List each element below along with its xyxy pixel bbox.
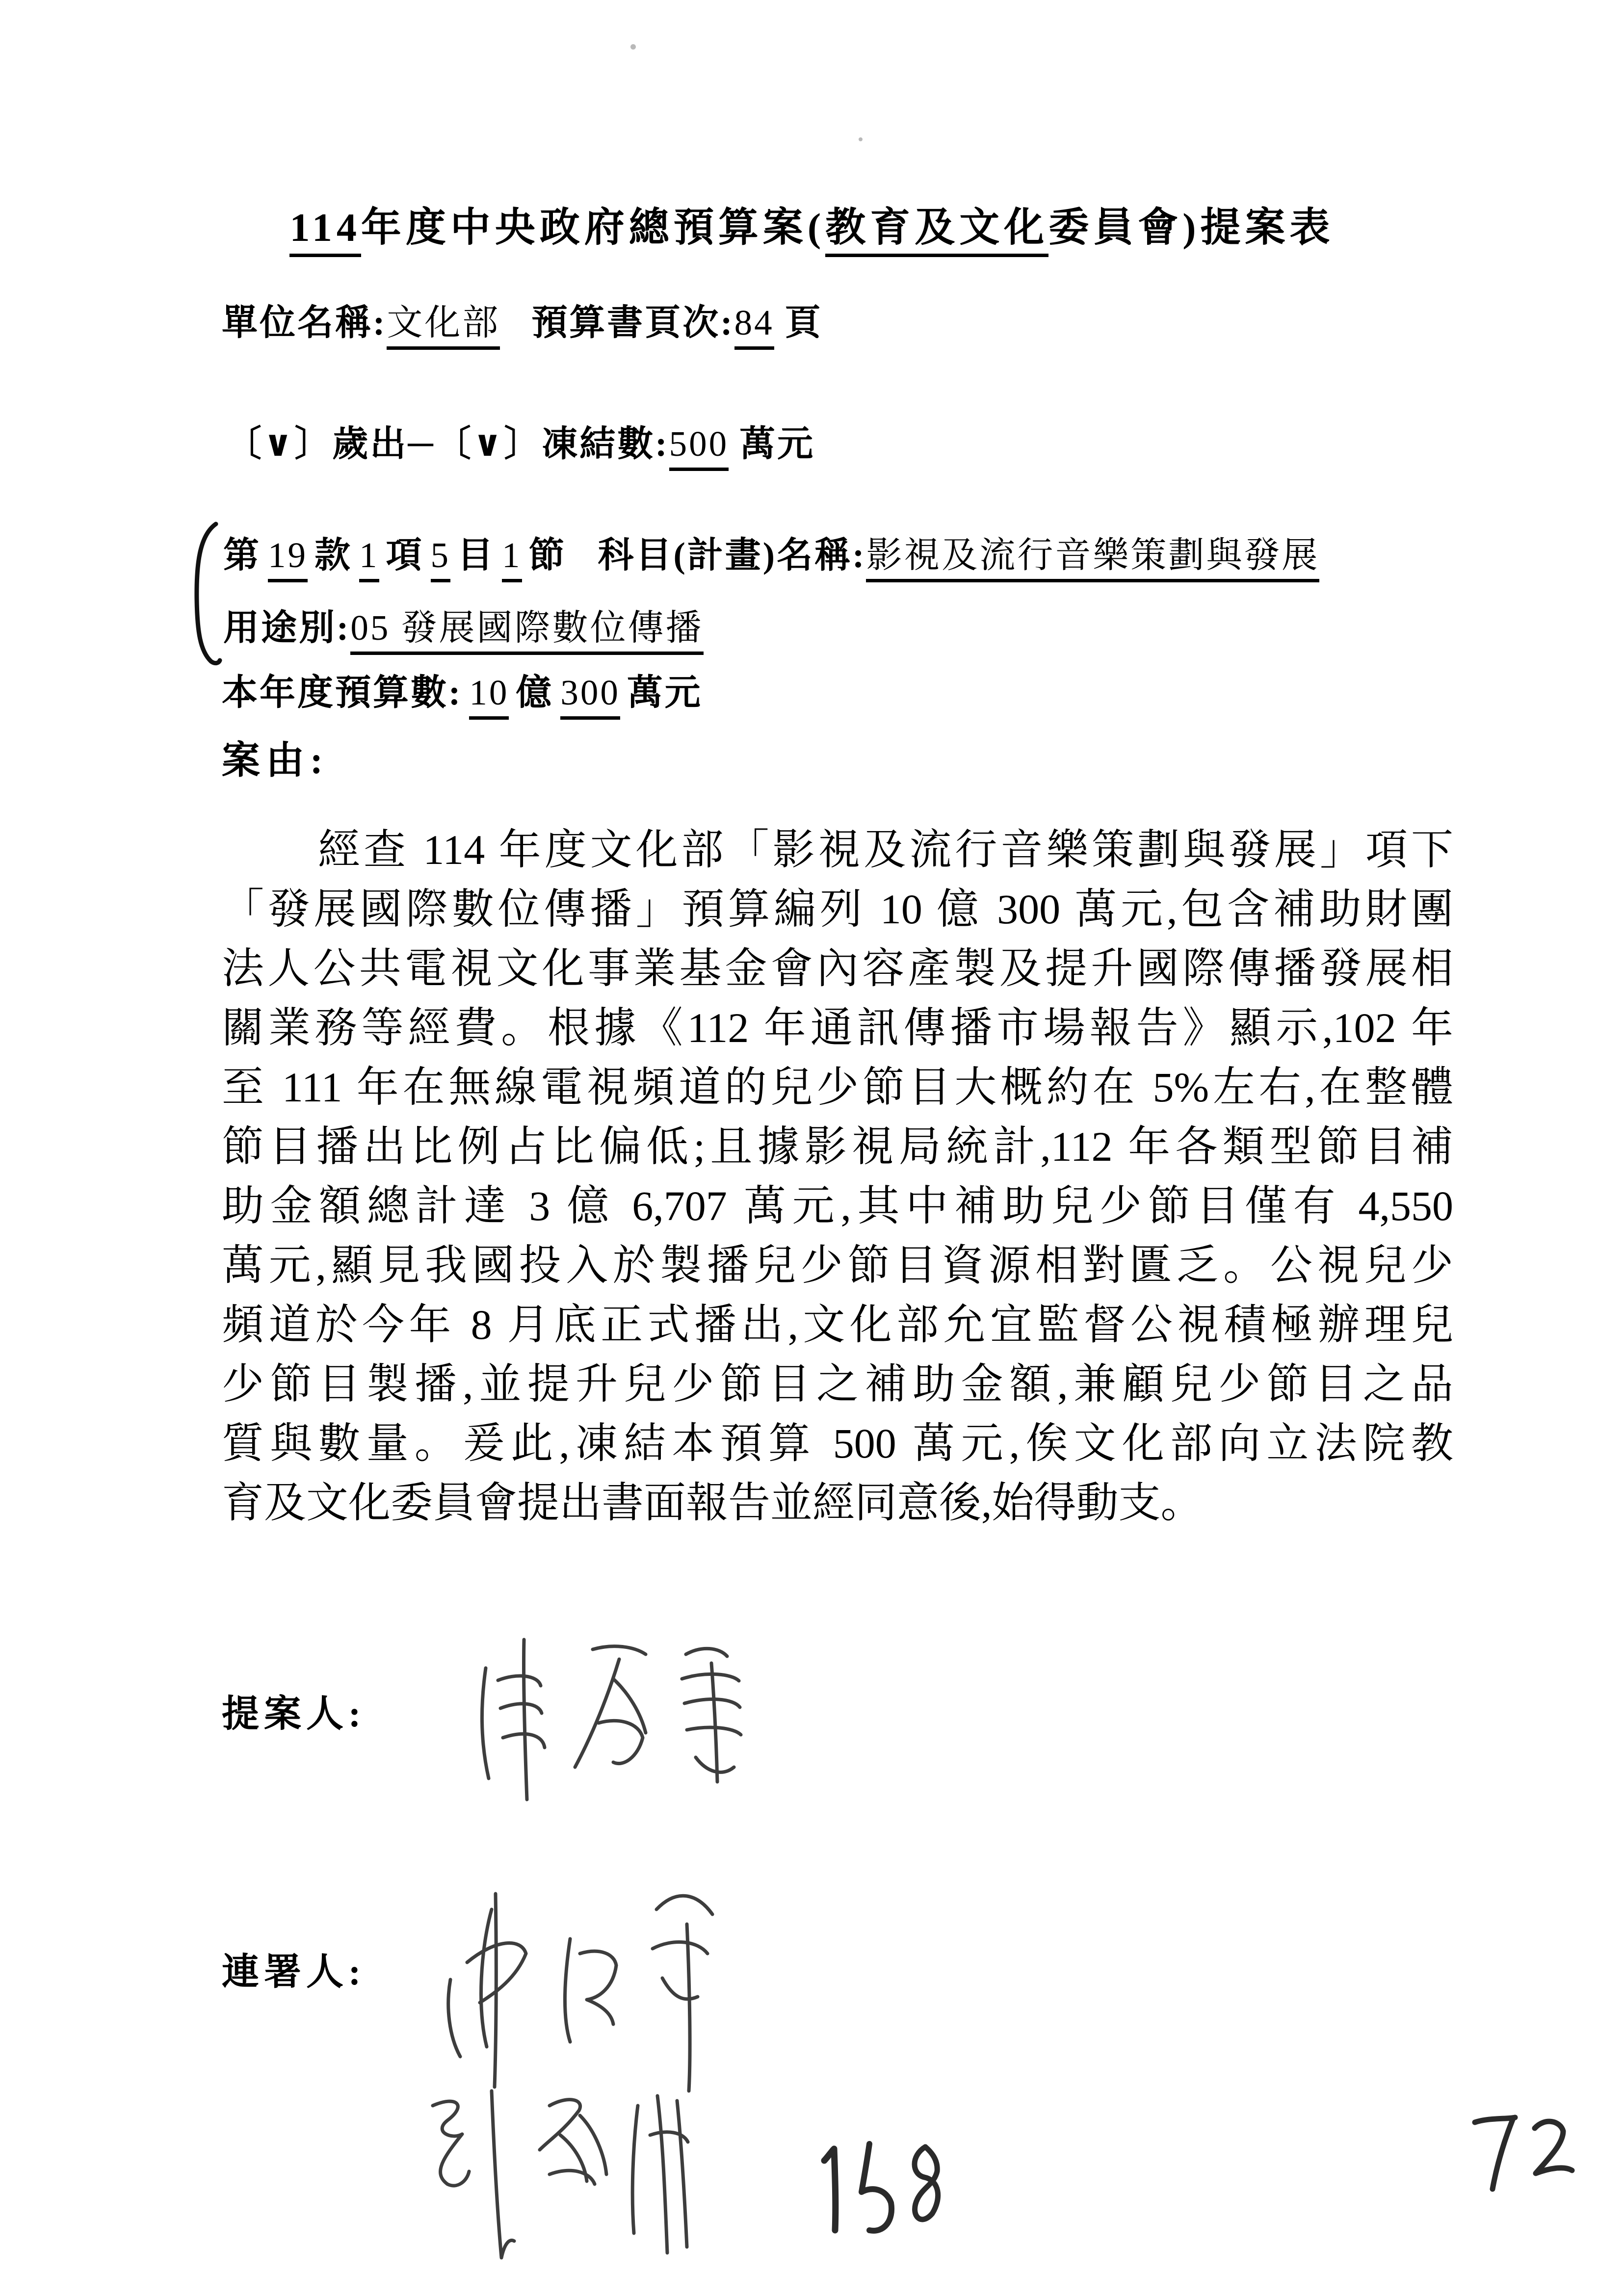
- budget-unit-1: 億: [516, 673, 554, 712]
- case-line: 至 111 年在無線電視頻道的兒少節目大概約在 5%左右,在整體: [222, 1064, 1453, 1111]
- use-category-line: [223, 599, 704, 650]
- unit-name-value: 文化部: [387, 303, 500, 350]
- section-no: 19: [268, 535, 308, 582]
- case-line: 質與數量。爰此,凍結本預算 500 萬元,俟文化部向立法院教: [222, 1420, 1453, 1467]
- title-committee: 教育及文化: [825, 205, 1048, 257]
- item-unit: 項: [386, 535, 424, 575]
- scan-speck: [859, 137, 863, 141]
- title-part1: 年度中央政府總預算案(: [361, 205, 826, 250]
- item-no: 1: [359, 535, 379, 582]
- section-unit: 款: [314, 535, 352, 575]
- expenditure-label: 歲出: [332, 424, 408, 464]
- checkbox-expenditure: 〔∨〕: [226, 424, 333, 464]
- budget-num-1: 10: [469, 673, 509, 720]
- subject-name-label: 科目(計畫)名稱:: [598, 535, 866, 575]
- cosigner-label: 連署人:: [222, 1952, 366, 1993]
- case-line: 萬元,顯見我國投入於製播兒少節目資源相對匱乏。公視兒少: [222, 1242, 1453, 1289]
- case-line: 育及文化委員會提出書面報告並經同意後,始得動支。: [222, 1479, 1203, 1526]
- handwritten-number-72: [1462, 2100, 1590, 2198]
- proposer-signature-handwritten: [451, 1634, 775, 1810]
- freeze-label: 凍結數:: [542, 424, 669, 464]
- cosigner-signature-1-handwritten: [422, 1879, 775, 2095]
- title-year: 114: [289, 205, 361, 257]
- case-line: 「發展國際數位傳播」預算編列 10 億 300 萬元,包含補助財團: [222, 886, 1453, 933]
- node-unit: 節: [528, 535, 567, 575]
- case-line: 少節目製播,並提升兒少節目之補助金額,兼顧兒少節目之品: [222, 1360, 1453, 1408]
- unit-name-label: 單位名稱:: [222, 303, 387, 342]
- sub-unit: 目: [457, 535, 495, 575]
- budget-page-label: 預算書頁次:: [531, 303, 734, 342]
- freeze-amount-line: [226, 415, 815, 466]
- scan-speck: [630, 44, 636, 50]
- document-title: [0, 195, 1624, 253]
- subject-name-value: 影視及流行音樂策劃與發展: [866, 535, 1319, 582]
- case-line: 助金額總計達 3 億 6,707 萬元,其中補助兒少節目僅有 4,550: [222, 1182, 1453, 1229]
- case-line: 頻道於今年 8 月底正式播出,文化部允宜監督公視積極辦理兒: [222, 1301, 1453, 1348]
- sub-no: 5: [431, 535, 451, 582]
- budget-page-suffix: 頁: [785, 303, 823, 342]
- title-part2: 委員會)提案表: [1048, 205, 1335, 250]
- case-reason-paragraph: [222, 820, 1453, 1533]
- budget-unit-2: 萬元: [627, 673, 703, 712]
- budget-num-2: 300: [560, 673, 620, 720]
- case-line: 節目播出比例占比偏低;且據影視局統計,112 年各類型節目補: [222, 1123, 1453, 1170]
- budget-page-value: 84: [734, 303, 774, 350]
- freeze-amount-unit: 萬元: [739, 424, 815, 464]
- proposer-label: 提案人:: [222, 1694, 366, 1735]
- current-budget-label: 本年度預算數:: [222, 673, 463, 712]
- current-budget-line: [222, 663, 703, 715]
- case-reason-label: 案由:: [222, 739, 329, 782]
- node-no: 1: [502, 535, 522, 582]
- section-prefix: 第: [223, 535, 261, 575]
- cosigner-signature-2-handwritten: [402, 2075, 736, 2281]
- case-line: 經查 114 年度文化部「影視及流行音樂策劃與發展」項下: [318, 826, 1453, 873]
- use-category-label: 用途別:: [223, 608, 351, 648]
- case-line: 關業務等經費。根據《112 年通訊傳播市場報告》顯示,102 年: [222, 1004, 1453, 1051]
- checkbox-freeze: 〔∨〕: [435, 424, 542, 464]
- use-category-value: 05 發展國際數位傳播: [350, 608, 703, 655]
- case-line: 法人公共電視文化事業基金會內容產製及提升國際傳播發展相: [222, 945, 1453, 992]
- dash: ─: [408, 424, 436, 464]
- subject-line: [223, 526, 1319, 577]
- handwritten-number-158: [814, 2129, 962, 2247]
- freeze-amount-value: 500: [669, 424, 729, 471]
- unit-name-line: [222, 293, 823, 345]
